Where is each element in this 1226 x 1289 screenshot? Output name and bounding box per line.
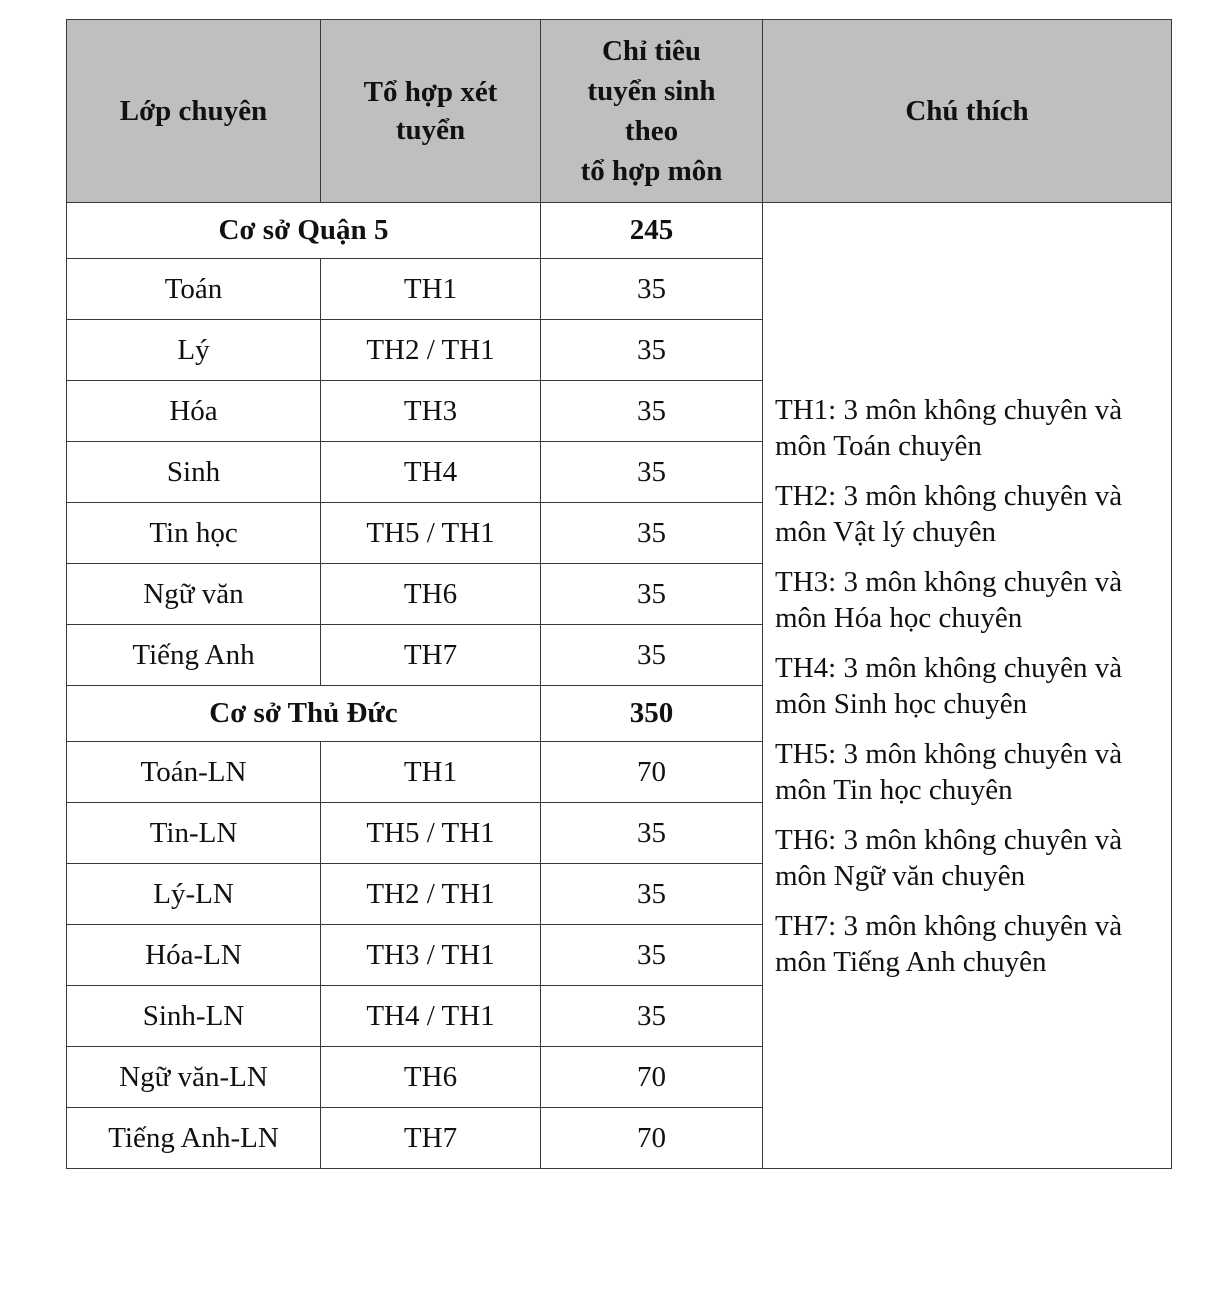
combo-cell: TH5 / TH1 xyxy=(321,803,541,864)
class-cell: Lý-LN xyxy=(67,864,321,925)
admission-quota-table xyxy=(66,19,1172,1169)
header-quota-line: theo xyxy=(624,115,679,147)
class-cell: Hóa-LN xyxy=(67,925,321,986)
combo-cell: TH1 xyxy=(321,742,541,803)
quota-cell: 70 xyxy=(541,1047,763,1108)
combo-cell: TH3 / TH1 xyxy=(321,925,541,986)
class-cell: Toán-LN xyxy=(67,742,321,803)
quota-cell: 35 xyxy=(541,803,763,864)
group-name: Cơ sở Quận 5 xyxy=(67,203,541,259)
class-cell: Tin học xyxy=(67,503,321,564)
quota-cell: 35 xyxy=(541,625,763,686)
combo-cell: TH7 xyxy=(321,1108,541,1169)
class-cell: Hóa xyxy=(67,381,321,442)
combo-cell: TH1 xyxy=(321,259,541,320)
note-th6: TH6: 3 môn không chuyên và môn Ngữ văn chuyên xyxy=(775,823,1123,892)
class-cell: Toán xyxy=(67,259,321,320)
class-cell: Tin-LN xyxy=(67,803,321,864)
combo-cell: TH2 / TH1 xyxy=(321,320,541,381)
class-cell: Tiếng Anh xyxy=(67,625,321,686)
class-cell: Ngữ văn xyxy=(67,564,321,625)
combo-cell: TH4 / TH1 xyxy=(321,986,541,1047)
class-cell: Ngữ văn-LN xyxy=(67,1047,321,1108)
quota-cell: 35 xyxy=(541,864,763,925)
note-th4: TH4: 3 môn không chuyên và môn Sinh học chuyên xyxy=(775,651,1123,720)
header-class: Lớp chuyên xyxy=(67,20,321,203)
header-combination-line: tuyển xyxy=(395,114,466,146)
header-quota xyxy=(541,20,763,203)
quota-cell: 35 xyxy=(541,442,763,503)
header-row xyxy=(67,20,1172,203)
combo-cell: TH6 xyxy=(321,564,541,625)
quota-cell: 70 xyxy=(541,742,763,803)
group-row-quan5 xyxy=(67,203,1172,259)
class-cell: Tiếng Anh-LN xyxy=(67,1108,321,1169)
class-cell: Sinh xyxy=(67,442,321,503)
group-total: 245 xyxy=(541,203,763,259)
class-cell: Sinh-LN xyxy=(67,986,321,1047)
combo-cell: TH3 xyxy=(321,381,541,442)
combo-cell: TH7 xyxy=(321,625,541,686)
header-quota-line: tổ hợp môn xyxy=(580,155,723,187)
quota-cell: 35 xyxy=(541,986,763,1047)
quota-cell: 35 xyxy=(541,925,763,986)
combo-cell: TH5 / TH1 xyxy=(321,503,541,564)
quota-cell: 35 xyxy=(541,564,763,625)
quota-cell: 70 xyxy=(541,1108,763,1169)
quota-cell: 35 xyxy=(541,381,763,442)
note-th5: TH5: 3 môn không chuyên và môn Tin học chuyên xyxy=(775,737,1123,806)
quota-cell: 35 xyxy=(541,503,763,564)
class-cell: Lý xyxy=(67,320,321,381)
header-combination-line: Tổ hợp xét xyxy=(363,76,498,108)
header-quota-line: Chỉ tiêu xyxy=(601,35,702,67)
header-combination xyxy=(321,20,541,203)
group-name: Cơ sở Thủ Đức xyxy=(67,686,541,742)
combo-cell: TH2 / TH1 xyxy=(321,864,541,925)
group-total: 350 xyxy=(541,686,763,742)
header-notes: Chú thích xyxy=(763,20,1172,203)
note-th3: TH3: 3 môn không chuyên và môn Hóa học chuyên xyxy=(775,565,1123,634)
note-th1: TH1: 3 môn không chuyên và môn Toán chuyên xyxy=(775,393,1123,462)
notes-cell xyxy=(763,203,1172,1169)
header-quota-line: tuyển sinh xyxy=(587,75,716,107)
note-th2: TH2: 3 môn không chuyên và môn Vật lý chuyên xyxy=(775,479,1123,548)
note-th7: TH7: 3 môn không chuyên và môn Tiếng Anh chuyên xyxy=(775,909,1123,978)
quota-cell: 35 xyxy=(541,259,763,320)
combo-cell: TH6 xyxy=(321,1047,541,1108)
quota-cell: 35 xyxy=(541,320,763,381)
combo-cell: TH4 xyxy=(321,442,541,503)
